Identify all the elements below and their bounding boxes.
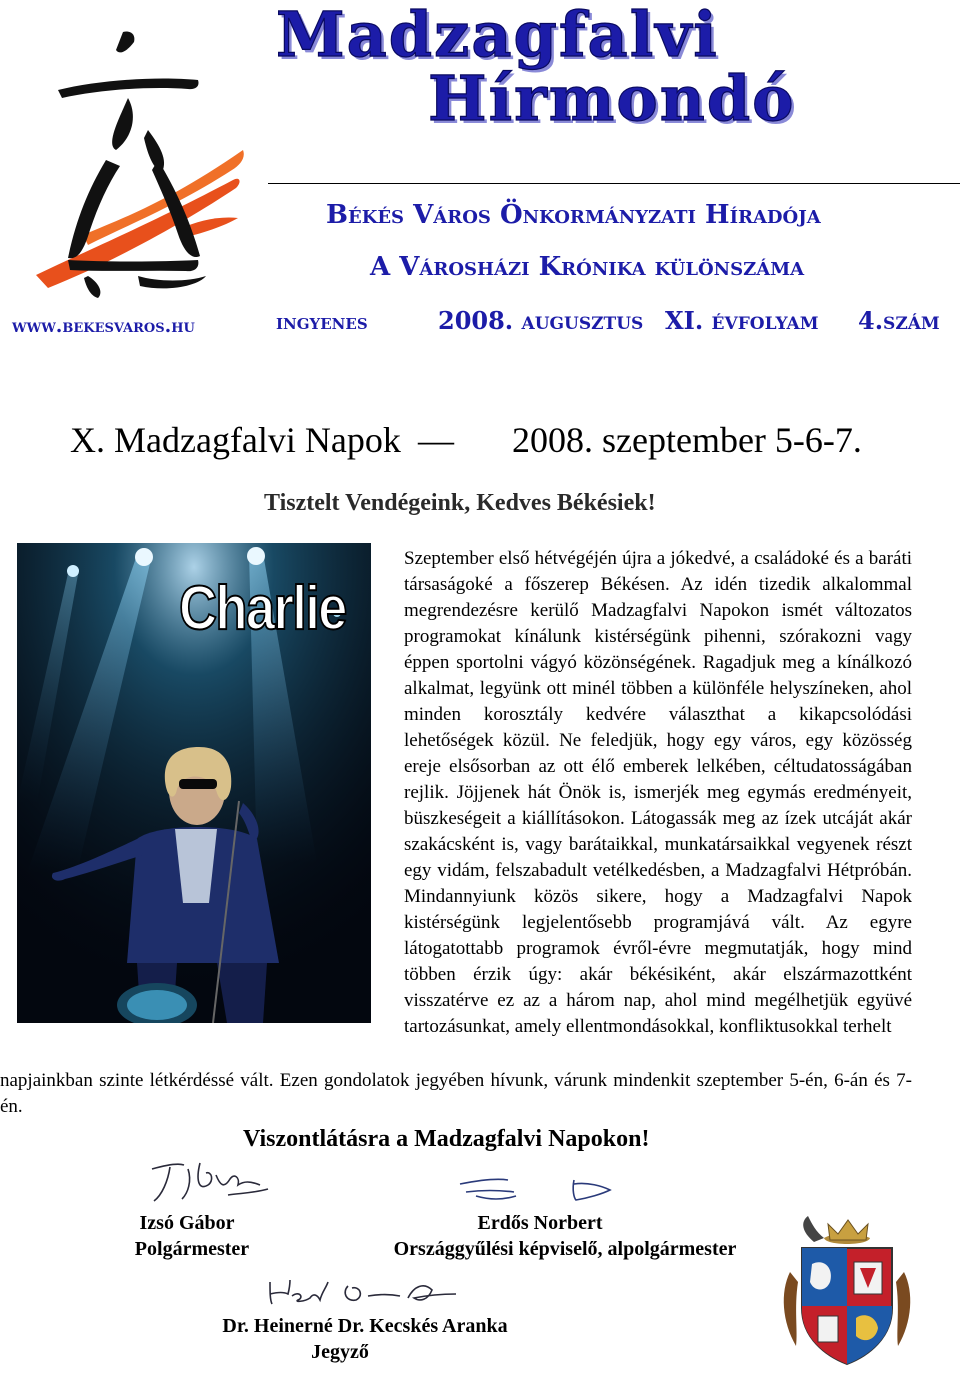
- article-tail: napjainkban szinte létkérdéssé vált. Ezen gondolatok jegyében hívunk, várunk mindenkit szeptember 5-én, 6-án és 7-én.: [0, 1070, 912, 1117]
- closing-line: Viszontlátásra a Madzagfalvi Napokon!: [243, 1126, 650, 1152]
- issue-date: 2008. augusztus: [438, 306, 644, 335]
- masthead-logo: [28, 20, 250, 300]
- coat-of-arms-icon: [772, 1212, 922, 1368]
- signature-erdos: [456, 1170, 616, 1204]
- signature-heinerne: [264, 1272, 464, 1308]
- website-link[interactable]: www.bekesvaros.hu: [12, 315, 195, 337]
- signatory-1-title: Polgármester: [134, 1238, 250, 1260]
- masthead-divider: [268, 183, 960, 184]
- masthead-title-line1: Madzagfalvi: [276, 0, 719, 71]
- article-paragraph: Szeptember első hétvégéjén újra a jókedvé, a családoké és a baráti társaságoké a főszerep Békésen. Az idén tizedik alkalommal megrendezésre kerülő Madzagfalvi Napokon ismét változatos programokat kínálunk kistérségünk pihenni, szórakozni vagy éppen sportolni vágyó közönségének. Ragadjuk meg a kínálkozó alkalmat, legyünk ott minél többen a különféle helyszíneken, ahol minden korosztály kedvére választhat a kikapcsolódási lehetőségek közül. Ne feledjük, hogy egy város, egy közösség ereje elsősorban az ott élő emberek lelkében, céltudatosságában rejlik. Jöjjenek hát Önök is, ismerjék meg egymás eredményeit, büszkeségeit a kiállításokon. Látogassák meg az ízek utcáját akár szakácsként is, vagy barátaikkal, munkatársaikkal vegyenek részt egy vidám, felszabadult vetélkedésben, a Madzagfalvi Hétpróbán. Mindannyiunk közös sikere, hogy a Madzagfalvi Napok kistérségünk legjelentősebb programjává vált. Az egyre látogatottabb programok évről-évre megmutatják, hogy mind többen érzik úgy: akár békésiként, akár elszármazottként visszatérve ez az a három nap, ahol mind megélhetjük együvé tartozásunkat, amely ellentmondásokkal, konfliktusokkal terhelt: [404, 548, 912, 1037]
- signature-izso: [148, 1155, 272, 1205]
- masthead-subtitle-line1: Békés Város Önkormányzati Híradója: [326, 200, 821, 230]
- signatory-3-name: Dr. Heinerné Dr. Kecskés Aranka: [222, 1315, 508, 1337]
- signatory-2-name: Erdős Norbert: [477, 1212, 603, 1234]
- volume-label: XI. évfolyam: [665, 306, 819, 335]
- masthead-title-line2: Hírmondó: [428, 62, 796, 135]
- price-label: ingyenes: [276, 309, 368, 335]
- headline-event: X. Madzagfalvi Napok: [70, 420, 401, 460]
- headline-dash: —: [418, 420, 454, 460]
- greeting: Tisztelt Vendégeink, Kedves Békésiek!: [264, 490, 656, 516]
- headline-dates: 2008. szeptember 5-6-7.: [512, 420, 862, 460]
- article-body: [404, 546, 912, 1040]
- concert-photo: [17, 543, 371, 1023]
- masthead-subtitle-line2: A Városházi Krónika különszáma: [370, 252, 805, 282]
- issue-number: 4.szám: [858, 306, 940, 335]
- signatory-1-name: Izsó Gábor: [139, 1212, 235, 1234]
- signatory-2-title: Országgyűlési képviselő, alpolgármester: [393, 1238, 737, 1260]
- photo-caption: Charlie: [179, 574, 346, 643]
- signatory-3-title: Jegyző: [311, 1341, 369, 1363]
